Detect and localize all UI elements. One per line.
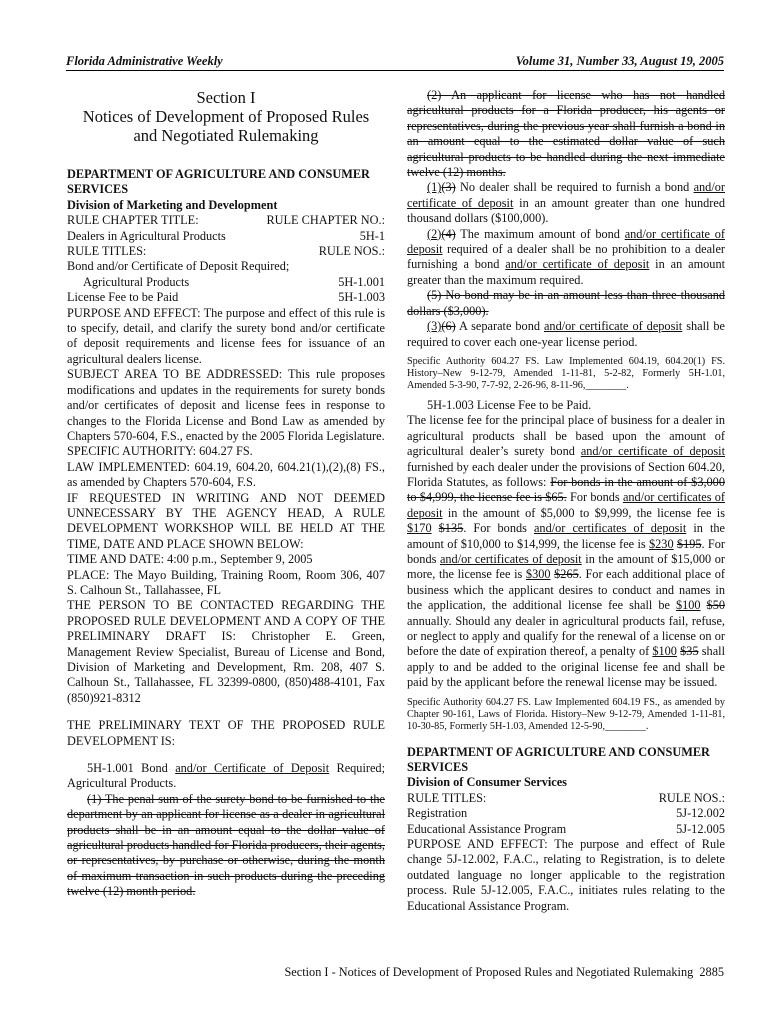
rule-row-registration: Registration 5J-12.002 [407,806,725,821]
paragraph-3: (3)(6) A separate bond and/or certificate of deposit shall be required to cover each one-year license period. [407,319,725,349]
right-column [407,88,725,914]
rule2-heading: 5H-1.003 License Fee to be Paid. [427,397,592,412]
department-heading-2: DEPARTMENT OF AGRICULTURE AND CONSUMER SERVICES [407,744,710,775]
rule1-heading: 5H-1.001 Bond and/or Certificate of Deposit Required; Agricultural Products. [67,761,385,791]
section-title: Section I Notices of Development of Proposed Rules and Negotiated Rulemaking [82,88,370,145]
division-heading-2: Division of Consumer Services [407,775,567,790]
page-number: 2885 [699,965,724,979]
division-heading: Division of Marketing and Development [67,197,278,212]
rule2-body: The license fee for the principal place of business for a dealer in agricultural products shall be based upon the amount of agricultural dealer’s surety bond and/or certificate of deposit furnished by each dealer under the provisions of Section 604.20, Florida Statutes, as follows: For bonds in the amount of $3,000 to $4,999, the license fee is $65. For bonds and/or certificates of deposit in the amount of $5,000 to $9,999, the license fee is $170 $135. For bonds and/or certificates of deposit in the amount of $10,000 to $14,999, the license fee is $230 $195. For bonds and/or certificates of deposit in the amount of $15,000 or more, the license fee is $300 $265. For each additional place of business which the applicant desires to conduct and names in the application, the additional license fee shall be $100 $50 annually. Should any dealer in agricultural products fail, refuse, or neglect to apply and qualify for the renewal of a license on or before the date of expiration thereof, a penalty of $100 $35 shall apply to and be added to the original license fee and shall be paid by the applicant before the renewal license may be issued. [407,413,725,690]
place: PLACE: The Mayo Building, Training Room, Room 306, 407 S. Calhoun St., Tallahassee, FL [67,567,385,597]
paragraph-1: (1)(3) No dealer shall be required to furnish a bond and/or certificate of deposit in an amount greater than one hundred thousand dollars ($100,000). [407,180,725,226]
preliminary-text-heading: THE PRELIMINARY TEXT OF THE PROPOSED RULE DEVELOPMENT IS: [67,718,385,748]
footer-text: Section I - Notices of Development of Proposed Rules and Negotiated Rulemaking [284,965,694,979]
history-note-1: Specific Authority 604.27 FS. Law Implemented 604.19, 604.20(1) FS. History–New 9-12-79, Amended 1-11-81, 5-2-82, Formerly 5H-1.01, Amended 5-3-90, 7-7-92, 2-26-96, 8-11-96,________. [407,355,725,391]
rule-row-education: Educational Assistance Program 5J-12.005 [407,821,725,836]
struck-paragraph-5: (5) No bond may be in an amount less than three thousand dollars ($3,000). [407,288,725,318]
workshop-notice: IF REQUESTED IN WRITING AND NOT DEEMED UNNECESSARY BY THE AGENCY HEAD, A RULE DEVELOPMENT WORKSHOP WILL BE HELD AT THE TIME, DATE AND PLACE SHOWN BELOW: [67,490,385,551]
rule-chapter-labels: RULE CHAPTER TITLE: RULE CHAPTER NO.: [67,213,385,228]
history-note-2: Specific Authority 604.27 FS. Law Implemented 604.19 FS., as amended by Chapter 90-161, Laws of Florida. History–New 9-12-79, Amended 1-11-81, 10-30-85, Formerly 5H-1.03, Amended 12-5-90,________. [407,696,725,732]
contact-person: THE PERSON TO BE CONTACTED REGARDING THE PROPOSED RULE DEVELOPMENT AND A COPY OF THE PRELIMINARY DRAFT IS: Christopher E. Green, Management Review Specialist, Bureau of License and Bond, Division of Marketing and Development, Rm. 208, 407 S. Calhoun St., Tallahassee, FL 32399-0800, (850)488-4101, Fax (850)921-8312 [67,598,385,705]
rule-titles-labels: RULE TITLES: RULE NOS.: [67,244,385,259]
purpose-effect-2: PURPOSE AND EFFECT: The purpose and effect of Rule change 5J-12.002, F.A.C., relating to Registration, is to delete outdated language no longer applicable to the registration process. Rule 5J-12.005, F.A.C., initiates rules relating to the Educational Assistance Program. [407,837,725,913]
rule-titles-labels-2: RULE TITLES: RULE NOS.: [407,790,725,805]
running-header [66,54,724,71]
rule2-row: License Fee to be Paid 5H-1.003 [67,290,385,305]
rule1-struck-paragraph: (1) The penal sum of the surety bond to be furnished to the department by an applicant for license as a dealer in agricultural products shall be in an amount equal to the dollar value of agricultural products handled for Florida producers, their agents, or representatives, by purchase or otherwise, during the month of maximum transaction in such products during the preceding twelve (12) month period. [67,791,385,899]
purpose-effect: PURPOSE AND EFFECT: The purpose and effect of this rule is to specify, detail, and clarify the surety bond and/or certificate of deposit requirements and license fees for issuance of an agricultural dealers license. [67,305,385,366]
rule-chapter-row: Dealers in Agricultural Products 5H-1 [67,228,385,243]
publication-name: Florida Administrative Weekly [66,54,223,68]
specific-authority: SPECIFIC AUTHORITY: 604.27 FS. [67,444,253,459]
law-implemented: LAW IMPLEMENTED: 604.19, 604.20, 604.21(1),(2),(8) FS., as amended by Chapters 570-604, F.S. [67,459,385,490]
rule1-row: Agricultural Products 5H-1.001 [83,274,385,289]
struck-paragraph-2: (2) An applicant for license who has not handled agricultural products for a Florida producer, his agents or representatives, during the previous year shall furnish a bond in an amount equal to the estimated dollar value of such agricultural products to be handled during the next immediate twelve (12) months. [407,88,725,180]
left-column [67,88,385,900]
page-footer [66,965,724,980]
volume-info: Volume 31, Number 33, August 19, 2005 [515,54,724,68]
department-heading: DEPARTMENT OF AGRICULTURE AND CONSUMER SERVICES [67,167,370,197]
subject-area: SUBJECT AREA TO BE ADDRESSED: This rule proposes modifications and updates in the requirements for surety bonds and/or certificates of deposit and license fees in response to changes to the Florida License and Bond Law as amended by Chapters 570-604, F.S., enacted by the 2005 Florida Legislature. [67,367,385,443]
time-date: TIME AND DATE: 4:00 p.m., September 9, 2005 [67,552,313,567]
rule1-title: Bond and/or Certificate of Deposit Required; [67,259,290,274]
paragraph-2: (2)(4) The maximum amount of bond and/or certificate of deposit required of a dealer shall be no prohibition to a dealer furnishing a bond and/or certificate of deposit in an amount greater than the maximum required. [407,226,726,287]
